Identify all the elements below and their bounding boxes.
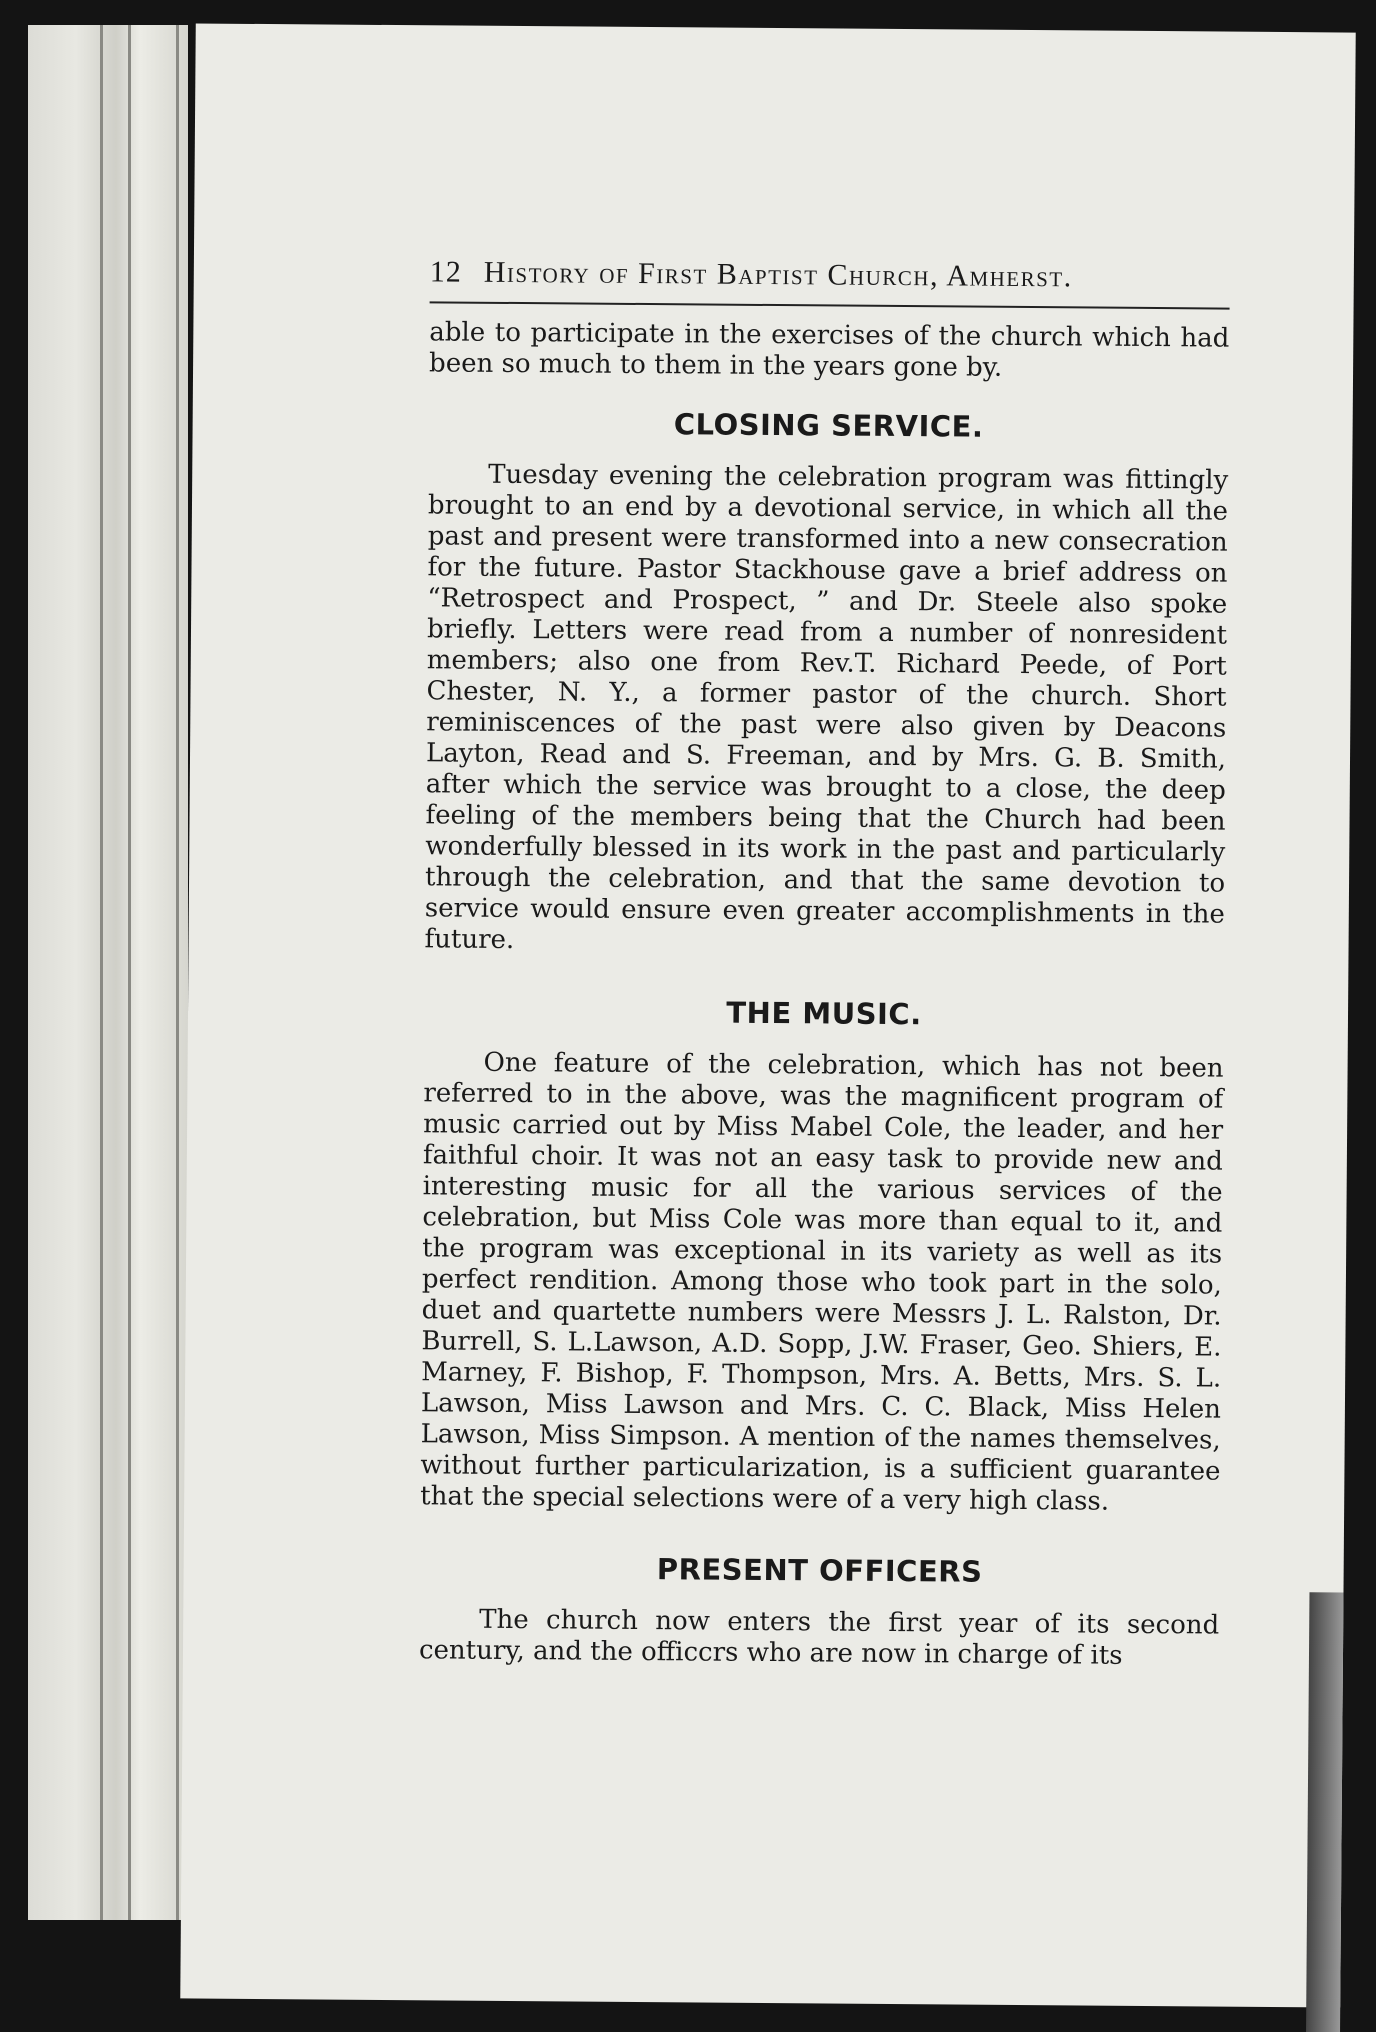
spine-fold-line <box>176 25 179 1920</box>
section-body-present-officers: The church now enters the first year of its second century, and the officcrs who are now in charge of its <box>418 1604 1220 1671</box>
book-page <box>180 23 1355 2007</box>
section-body-closing-service: Tuesday evening the celebration program was fittingly brought to an end by a devotional service, in which all the past and present were transformed into a new consecration for the future. Pastor Stackhouse gave a brief address on “Retrospect and Prospect, ” and Dr. Steele also spoke briefly. Letters were read from a number of nonresident members; also one from Rev.T. Richard Peede, of Port Chester, N. Y., a former pastor of the church. Short reminiscences of the past were also given by Deacons Layton, Read and S. Freeman, and by Mrs. G. B. Smith, after which the service was brought to a close, the deep feeling of the members being that the Church had been wonderfully blessed in its work in the past and particularly through the celebration, and that the same devotion to service would ensure even greater accomplishments in the future. <box>424 459 1229 956</box>
running-head-title: History of First Baptist Church, Amherst. <box>483 255 1073 294</box>
page-content <box>419 255 1230 1672</box>
section-body-music: One feature of the celebration, which has not been referred to in the above, was the magnificent program of music carried out by Miss Mabel Cole, the leader, and her faithful choir. It was not an easy task to provide new and interesting music for all the various services of the celebration, but Miss Cole was more than equal to it, and the program was exceptional in its variety as well as its perfect rendition. Among those who took part in the solo, duet and quartette numbers were Messrs J. L. Ralston, Dr. Burrell, S. L.Lawson, A.D. Sopp, J.W. Fraser, Geo. Shiers, E. Marney, F. Bishop, F. Thompson, Mrs. A. Betts, Mrs. S. L. Lawson, Miss Lawson and Mrs. C. C. Black, Miss Helen Lawson, Miss Simpson. A mention of the names themselves, without further particularization, is a sufficient guarantee that the special selections were of a very high class. <box>420 1047 1224 1517</box>
section-heading-closing-service: CLOSING SERVICE. <box>673 407 984 444</box>
book-spine <box>28 25 188 1920</box>
running-head <box>430 255 1230 309</box>
spine-fold-line <box>100 25 103 1920</box>
spine-fold-line <box>128 25 131 1920</box>
page-edge-shadow <box>1306 1592 1343 2032</box>
section-heading-music: THE MUSIC. <box>726 995 922 1032</box>
continuation-paragraph: able to participate in the exercises of the church which had been so much to them in the years gone by. <box>428 317 1230 383</box>
section-heading-present-officers: PRESENT OFFICERS <box>656 1552 983 1589</box>
page-number: 12 <box>429 255 462 289</box>
